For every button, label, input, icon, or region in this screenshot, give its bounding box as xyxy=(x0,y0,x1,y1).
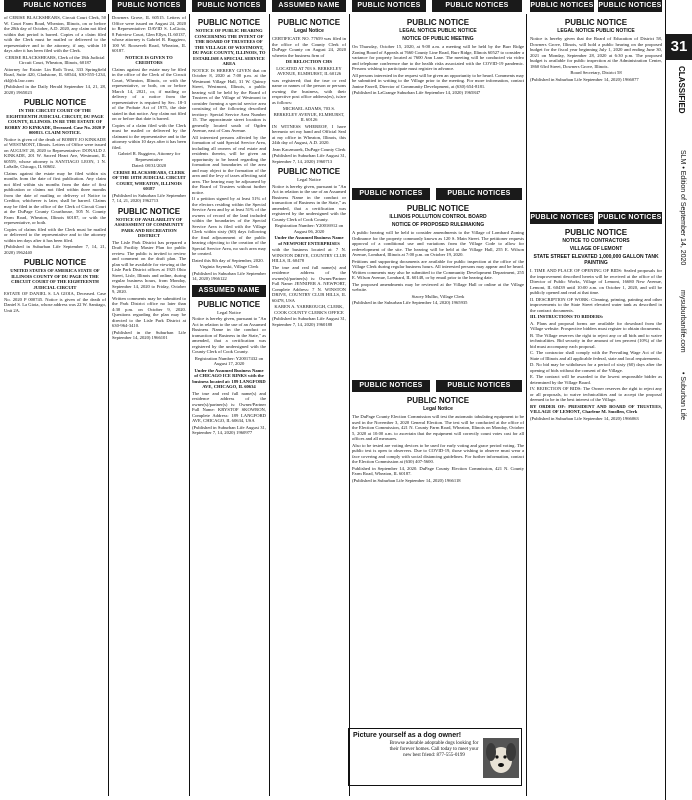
notice-text: Copies of claims filed with the Clerk must be mailed or delivered to the representative and to the attorney within ten days after it has been filed. xyxy=(4,226,106,243)
column-5-notice-1 xyxy=(352,15,524,187)
column-4 xyxy=(272,15,346,797)
notice-text: E. The contract will be awarded to the lowest responsible bidder as determined by the Village Board. xyxy=(530,374,662,385)
notice-title: PUBLIC NOTICE xyxy=(406,18,470,27)
notice-text: The true and real full name(s) and residence address of the owner(s)/partner(s) is: Owner/Partner Full Name: JENNIFER A. NEWPORT, Complete Address: 7 N. WINSTON DRIVE, COUNTRY CLUB HILLS, IL 60478, USA xyxy=(272,264,346,303)
notice-text: KAREN A. YARBROUGH, CLERK, COOK COUNTY CLERK'S OFFICE xyxy=(274,304,344,315)
edition-label: SLM • Edition of September 14, 2020 xyxy=(679,150,686,266)
col5-header-a: PUBLIC NOTICES xyxy=(352,0,426,12)
column-rule xyxy=(526,14,527,796)
ad-text: Browse adorable adoptable dogs looking for their forever homes. Call today to meet your new best friend: 877-555-0199 xyxy=(389,741,479,758)
col6-header-mid-b: PUBLIC NOTICES xyxy=(598,212,662,224)
publication-line: (Published in Suburban Life September 14, 2020) 1966118 xyxy=(352,477,461,483)
notice-text: The proposed amendments may be reviewed at the Village Hall or online at the Village website. xyxy=(352,281,524,292)
col6-header-mid-a: PUBLIC NOTICES xyxy=(530,212,594,224)
notice-text: Notice is hereby given, pursuant to "An Act in relation to the use of an Assumed Business Name in the conduct or transaction of Business in the State," as amended, that a certification was registered by the undersigned with the County Clerk of Cook County. xyxy=(272,183,346,222)
notice-text: If a petition signed by at least 51% of the electors residing within the Special Service Area and by at least 51% of the owners of record of the land included within the boundaries of the Special Service Area is filed with the Village Clerk within sixty (60) days following the final adjournment of the public hearing objecting to the creation of the Special Service Area, no such area may be created. xyxy=(192,196,266,256)
publication-line: (Published in the Daily Herald September 14, 21, 28, 2020) 1965023 xyxy=(4,84,106,95)
column-2 xyxy=(112,15,186,797)
notice-text: Notice is hereby given, pursuant to "An Act in relation to the use of an Assumed Business Name in the conduct or transaction of Business in the State," as amended, that a certification was registered by the undersigned with the County Clerk of Cook County. xyxy=(192,316,266,354)
notice-subtitle: NOTICE OF PUBLIC MEETING xyxy=(402,36,474,42)
notice-text: Petitions and supporting documents are available for public inspection at the office of the Village Clerk during regular business hours. All interested persons may appear and be heard. Written comments may also be submitted to the Community Development Department, 255 E. Wilson Avenue, Lombard, IL 60148, or by email prior to the hearing date. xyxy=(352,258,524,280)
col1-header: PUBLIC NOTICES xyxy=(4,0,106,12)
notice-title: PUBLIC NOTICE xyxy=(197,18,261,27)
notice-text: UNITED STATES OF AMERICA STATE OF ILLINOIS COUNTY OF DU PAGE IN THE CIRCUIT COURT OF THE EIGHTEENTH JUDICIAL CIRCUIT xyxy=(10,268,100,290)
column-3 xyxy=(192,15,266,797)
notice-text: Virginia Szymski, Village Clerk xyxy=(199,264,259,269)
notice-text: Claims against the estate may be filed in the office of the Clerk of the Circuit Court, Wheaton, Illinois, or with the representative, or both, on or before March 14, 2021, or, if mailing or delivery of a notice from the representative is required by Sec. 18-3 of the Probate Act of 1975, the date stated in that notice. Any claim not filed on or before that date is barred. xyxy=(112,66,186,121)
column-rule xyxy=(269,14,270,796)
notice-title: PUBLIC NOTICE xyxy=(277,18,341,27)
notice-text: Under the Assumed Business Name of CHICAGO ICE RINKS with the business located at: 189 LANGFORD AVE, CHICAGO, IL 60634 xyxy=(192,367,266,389)
notice-text: Also to be tested are voting devices to be used for early voting and grace period voting. The public test is open to observers. Due to COVID-19, those wishing to observe must wear a face covering and comply with social distancing guidelines. For further information, contact the Election Commission at (630) 407-5600. xyxy=(352,442,524,464)
publication-line: (Published in Suburban Life September 14, 2020) 1966122 xyxy=(192,270,266,281)
notice-text: II. DESCRIPTION OF WORK: Cleaning, priming, painting and other improvements to the State Street elevated water tank as described in the contract documents. xyxy=(530,296,662,313)
publication-line: (Published in Suburban Life September 7, 14, 21, 2020) 1962713 xyxy=(112,192,186,203)
col2-header: PUBLIC NOTICES xyxy=(112,0,186,12)
notice-title: PUBLIC NOTICE xyxy=(564,18,628,27)
notice-text: Registration Number: Y20016912 on August 06, 2020 xyxy=(274,223,344,234)
publication-line: (Published in LaGrange Suburban Life September 14, 2020) 1965847 xyxy=(352,90,481,95)
notice-text: with the business located at: 7 N. WINSTON DRIVE, COUNTRY CLUB HILLS, IL 60478 xyxy=(272,247,346,263)
col5-header-mid-b: PUBLIC NOTICES xyxy=(436,188,522,200)
notice-text: Claims against the estate may be filed within six months from the date of first publication. Any claim not filed within six months from the date of first publication or claims not filed within three months from the date of mailing or delivery of Notice to Creditor, whichever is later, shall be barred. Claims may be filed in the office of the Clerk of Circuit Court at the DuPage County Courthouse, 505 N. County Farm Road, Wheaton, Illinois 60187, or with the representative, or both. xyxy=(4,170,106,225)
notice-text: Copies of a claim filed with the Clerk must be mailed or delivered by the claimant to the representative and to the attorney within 10 days after it has been filed. xyxy=(112,122,186,150)
page-number: 31 xyxy=(666,34,692,60)
notice-text: Under the Assumed Business Name of NEWPORT ENTERPRISES xyxy=(274,235,344,246)
notice-text: Registration Number: Y20017432 on August 17, 2020 xyxy=(194,355,264,366)
notice-text: B. The Village reserves the right to reject any or all bids and to waive technicalities. Bid security in the amount of ten percent (10%) of the bid must accompany each proposal. xyxy=(530,332,662,349)
notice-title: PUBLIC NOTICE xyxy=(23,258,87,267)
publication-line: (Published in Suburban Life September 14, 2020) 1966077 xyxy=(530,76,639,82)
notice-text: IV. REJECTION OF BIDS: The Owner reserves the right to reject any or all proposals, to waive technicalities and to accept the proposal deemed to be in the best interest of the Village. xyxy=(530,386,662,402)
notice-text: Notice is given of the death of BOBBY JO KINKADE of WESTMONT, Illinois. Letters of Office were issued on AUGUST 20, 2020 to Representative: DONALD J. KINKADE, 201 W. Sacred Heart Ave, Westmont, IL 60559, whose attorney is SANTIAGO LEON, 1 N. LaSalle, Chicago, IL 60602. xyxy=(4,136,106,169)
notice-subtitle: LEGAL NOTICE PUBLIC NOTICE xyxy=(557,28,635,34)
notice-text: CERTIFICATE NO. 77659 was filed in the office of the County Clerk of DuPage County on August 24, 2020 wherein the business firm of xyxy=(272,36,346,58)
notice-text: Stacey Mullin, Village Clerk xyxy=(411,293,465,299)
notice-title: PUBLIC NOTICE xyxy=(406,204,470,213)
notice-subtitle: NOTICE TO CONTRACTORS xyxy=(562,238,630,244)
notice-text: A public hearing will be held to consider amendments to the Village of Lombard Zoning Ordinance for the property commonly known as 120 S. Main Street. The petitioner requests approval of a conditional use and variations from the Village Code to allow for redevelopment of the site. The hearing will be held at the Village Hall, 255 E. Wilson Avenue, Lombard, Illinois at 7:00 p.m. on October 19, 2020. xyxy=(352,230,524,257)
column-rule xyxy=(349,14,350,796)
notice-text: All persons interested in the request will be given an opportunity to be heard. Comments may be submitted in writing to the Village prior to the meeting. For more information, contact Janine Farrell, Director of Community Development, at (630) 654-8181. xyxy=(352,72,524,89)
notice-subtitle: ILLINOIS POLLUTION CONTROL BOARD xyxy=(389,214,487,220)
notice-title: PUBLIC NOTICE xyxy=(117,206,181,216)
col5-header-mid-a: PUBLIC NOTICES xyxy=(352,188,430,200)
notice-text: All interested persons affected by the formation of said Special Service Area, including all owners of real estate and residents therein, will be given an opportunity to be heard regarding the formation and boundaries of the area and may object to the formation of the area and the levy of taxes affecting said area. The hearing may be adjourned by the Board of Trustees without further notice. xyxy=(192,134,266,195)
ad-title: Picture yourself as a dog owner! xyxy=(353,732,462,739)
notice-text: NOTICE OF PUBLIC HEARING CONCERNING THE INTENT OF THE BOARD OF TRUSTEES OF THE VILLAGE OF WESTMONT, DU PAGE COUNTY, ILLINOIS, TO ESTABLISH A SPECIAL SERVICE AREA xyxy=(192,28,266,66)
notice-text: NOTICE OF AVAILABILITY OF ASSESSMENT OF COMMUNITY PARK AND RECREATION DISTRICT xyxy=(114,216,184,238)
notice-text: CERISE BLACKSHEARS, Clerk of the 18th Judicial Circuit Court, Wheaton, Illinois, 60187 xyxy=(5,54,105,65)
notice-text: Board Secretary, District 58 xyxy=(570,70,622,75)
notice-text: MICHAEL ADAMS, 703 S. BERKELEY AVENUE, ELMHURST, IL 60126 xyxy=(273,106,345,122)
section-label: CLASSIFIED xyxy=(677,66,686,114)
notice-text: D. No bid may be withdrawn for a period of sixty (60) days after the opening of bids without the consent of the Village. xyxy=(530,362,662,373)
notice-subtitle: NOTICE OF PROPOSED RULEMAKING xyxy=(391,222,485,228)
notice-title: PUBLIC NOTICE xyxy=(23,98,87,107)
publication-line: (Published in Suburban Life September 14, 2020) 1966063 xyxy=(530,415,639,421)
notice-text: NOTICE IS GIVEN TO CREDITORS xyxy=(125,54,173,65)
notice-text: Downers Grove, IL 60515. Letters of Office were issued on August 24, 2020 to Representative: DAVID S. LaGioia, 8 Fairview Court, Glen Ellyn, IL 60137, whose attorney is Gabriel R. Ruggiero, 100 W. Roosevelt Road, Wheaton, IL 60187. xyxy=(112,15,186,53)
notice-text: Jean Kaczmarek, DuPage County Clerk xyxy=(272,146,346,152)
column-5-notice-2 xyxy=(352,201,524,379)
col6-header-b: PUBLIC NOTICES xyxy=(598,0,662,12)
notice-text: A. Plans and proposal forms are available for download from the Village website. Prospective bidders must register to obtain documents. xyxy=(530,320,662,331)
col4-header: ASSUMED NAME xyxy=(272,0,346,12)
notice-text: Legal Notice xyxy=(217,309,241,315)
publication-line: (Published in Suburban Life August 31, September 7, 14, 2020) 1960977 xyxy=(192,424,266,435)
notice-title: PUBLIC NOTICE xyxy=(406,396,470,405)
publication-line: (Published in Suburban Life September 7, 14, 21, 2020) 1962440 xyxy=(4,244,106,255)
notice-title: PUBLIC NOTICE xyxy=(197,299,261,309)
column-1 xyxy=(4,15,106,797)
notice-text: Dated this 8th day of September, 2020. xyxy=(192,257,264,263)
notice-subtitle: Legal Notice xyxy=(294,28,324,34)
publication-line: (Published in the Suburban Life September 14, 2020) 1965935 xyxy=(352,300,468,305)
column-6-notice-1 xyxy=(530,15,662,211)
column-rule xyxy=(189,14,190,796)
notice-subtitle: STATE STREET ELEVATED 1,000,000 GALLON TANK PAINTING xyxy=(533,254,659,266)
notice-text: IN WITNESS WHEREOF, I have hereunto set my hand and Official Seal at my office in Wheaton, Illinois, this 24th day of August, A.D. 2020. xyxy=(272,123,346,145)
notice-text: Written comments may be submitted to the Park District office no later than 4:30 p.m. on October 9, 2020. Questions regarding the plan may be directed to the Lisle Park District at 630-964-3410. xyxy=(112,295,186,328)
dog-photo xyxy=(483,738,519,778)
publication-label: • Suburban Life xyxy=(679,372,686,420)
notice-text: Attorney for Estate: Lin Roth Trost, 333 Springfield Road, Suite 420, Gladstone, IL 60544, 630-555-1234, rkl@rk.law.com xyxy=(4,66,106,83)
notice-text: Dated: 08/31/2020 xyxy=(131,163,167,168)
website-link[interactable]: mysuburbanlife.com xyxy=(679,290,686,353)
sidebar-rule xyxy=(665,0,666,800)
assumed-name-header: ASSUMED NAME xyxy=(192,285,266,297)
column-6-notice-2 xyxy=(530,225,662,796)
col5-header-low-a: PUBLIC NOTICES xyxy=(352,380,430,392)
column-5-notice-3 xyxy=(352,393,524,723)
notice-text: ESTATE OF DANIEL S. LA GIOIA, Deceased. Case No. 2020 P 000745. Notice is given of the death of Daniel S. La Gioia, whose address was 22 W. Santiago, Unit 2A. xyxy=(4,291,106,313)
notice-title: PUBLIC NOTICE xyxy=(564,228,628,237)
notice-text: Published in September 14, 2020. DuPage County Election Commission, 421 N. County Farm Road, Wheaton, IL 60187. xyxy=(352,465,524,476)
notice-text: BY ORDER OF: PRESIDENT AND BOARD OF TRUSTEES, VILLAGE OF LEMONT, Charlene M. Smollen, Clerk xyxy=(530,403,662,414)
notice-text: The true and real full name(s) and residence address of the owner(s)/partner(s) is: Owner/Partner Full Name: KRYSTOF SKOWRON, Complete Address: 189 LANGFORD AVE, CHICAGO, IL 60634, USA xyxy=(192,390,266,423)
notice-text: Notice is hereby given that the Board of Education of District 58, Downers Grove, Illinois, will hold a public hearing on the proposed budget for the fiscal year beginning July 1, 2020 and ending June 30, 2021 on Monday, September 28, 2020 at 6:30 p.m. The proposed budget is available for public inspection at the Administration Center, 1860 63rd Street, Downers Grove, Illinois. xyxy=(530,36,662,69)
dog-icon xyxy=(483,738,519,778)
notice-text: LOCATED AT 703 S. BERKELEY AVENUE, ELMHURST, IL 60126 xyxy=(276,65,342,76)
notice-text: On Thursday, October 15, 2020, at 9:00 a.m. a meeting will be held by the Burr Ridge Zoning Board of Appeals at 7660 County Line Road, Burr Ridge, Illinois 60527 to consider a variance for property located at 7600 Ann Lane. The meeting will be conducted via video and telephone conference due to the health risks associated with the COVID-19 pandemic. Persons wishing to participate must register in advance. xyxy=(352,44,524,71)
notice-text: The DuPage County Election Commission will test the automatic tabulating equipment to be used in the November 3, 2020 General Election. The test will be conducted at the office of the Election Commission, 421 N. County Farm Road, Wheaton, Illinois on Monday, October 5, 2020 at 10:00 a.m. to ascertain that the equipment will correctly count votes cast for all offices and all measures. xyxy=(352,414,524,441)
notice-text: of CERISE BLACKSHEARS, Circuit Court Clerk, 50 W. Court Farm Road, Wheaton, Illinois, on or before the 28th day of October, A.D. 2020, any claim not filed within that period is barred. Copies of a claim filed with the Clerk must be mailed or delivered to the representative and to the attorney, if any, within 10 days after it has been filed with the Clerk. xyxy=(4,15,106,53)
notice-subtitle: VILLAGE OF LEMONT xyxy=(569,246,623,252)
publication-line: (Published in Suburban Life August 31, September 7, 14, 2020) 1960713 xyxy=(272,153,346,164)
publication-line: (Published in the Suburban Life September 14, 2020) 1966101 xyxy=(112,329,186,340)
notice-text: CERISE BLACKSHEARS, CLERK OF THE 18TH JUDICIAL CIRCUIT COURT, WHEATON, ILLINOIS 60187 xyxy=(112,169,186,191)
col5-header-low-b: PUBLIC NOTICES xyxy=(436,380,522,392)
notice-text: DE RELOCTION CHS xyxy=(285,59,333,64)
notice-text: NOTICE IS HEREBY GIVEN that on October 8, 2020 at 7:00 p.m. at the Westmont Village Hall, 31 W. Quincy Street, Westmont, Illinois, a public hearing will be held by the Board of Trustees of the Village of Westmont to consider forming a special service area consisting of the following described territory: Special Service Area Number 15. The approximate street location is generally located south of Ogden Avenue, east of Cass Avenue. xyxy=(192,67,266,133)
notice-text: was registered; that the true or real name or names of the person or persons owning the business, with their respective post office address(es), is/are as follows: xyxy=(272,77,346,105)
col6-header-a: PUBLIC NOTICES xyxy=(530,0,594,12)
notice-text: The Lisle Park District has prepared a Draft Facility Master Plan for public review. The public is invited to review and comment on the draft plan. The plan will be available for viewing at the Lisle Park District offices at 1925 Ohio Street, Lisle, Illinois and online, during regular business hours, from Monday, September 14, 2020 to Friday, October 9, 2020. xyxy=(112,239,186,294)
notice-text: IN THE CIRCUIT COURT OF THE EIGHTEENTH JUDICIAL CIRCUIT, DU PAGE COUNTY, ILLINOIS. IN RE THE ESTATE OF BOBBY JO KINKADE, Deceased. Case No. 2020 P 000813. CLAIM NOTICE. xyxy=(4,108,106,135)
notice-text: III. INSTRUCTIONS TO BIDDERS: xyxy=(530,314,604,319)
notice-text: I. TIME AND PLACE OF OPENING OF BIDS: Sealed proposals for the improvement described herein will be received at the office of the Director of Public Works, Village of Lemont, 16680 New Avenue, Lemont, IL 60439 until 10:00 a.m. on October 1, 2020, and will be publicly opened and read at that time. xyxy=(530,268,662,295)
notice-subtitle: LEGAL NOTICE PUBLIC NOTICE xyxy=(399,28,477,34)
col3-header: PUBLIC NOTICES xyxy=(192,0,266,12)
notice-text: Gabriel R. Ruggiero, Attorney for Representative xyxy=(117,151,181,162)
notice-title: PUBLIC NOTICE xyxy=(277,167,341,176)
publication-line: (Published in Suburban Life August 31, September 7, 14, 2020) 1960188 xyxy=(272,316,346,327)
notice-text: Legal Notice xyxy=(297,177,321,182)
column-rule xyxy=(108,14,109,796)
notice-text: C. The contractor shall comply with the Prevailing Wage Act of the State of Illinois and all applicable federal, state and local requirements. xyxy=(530,350,662,361)
col5-header-b: PUBLIC NOTICES xyxy=(432,0,522,12)
notice-subtitle: Legal Notice xyxy=(423,406,453,412)
